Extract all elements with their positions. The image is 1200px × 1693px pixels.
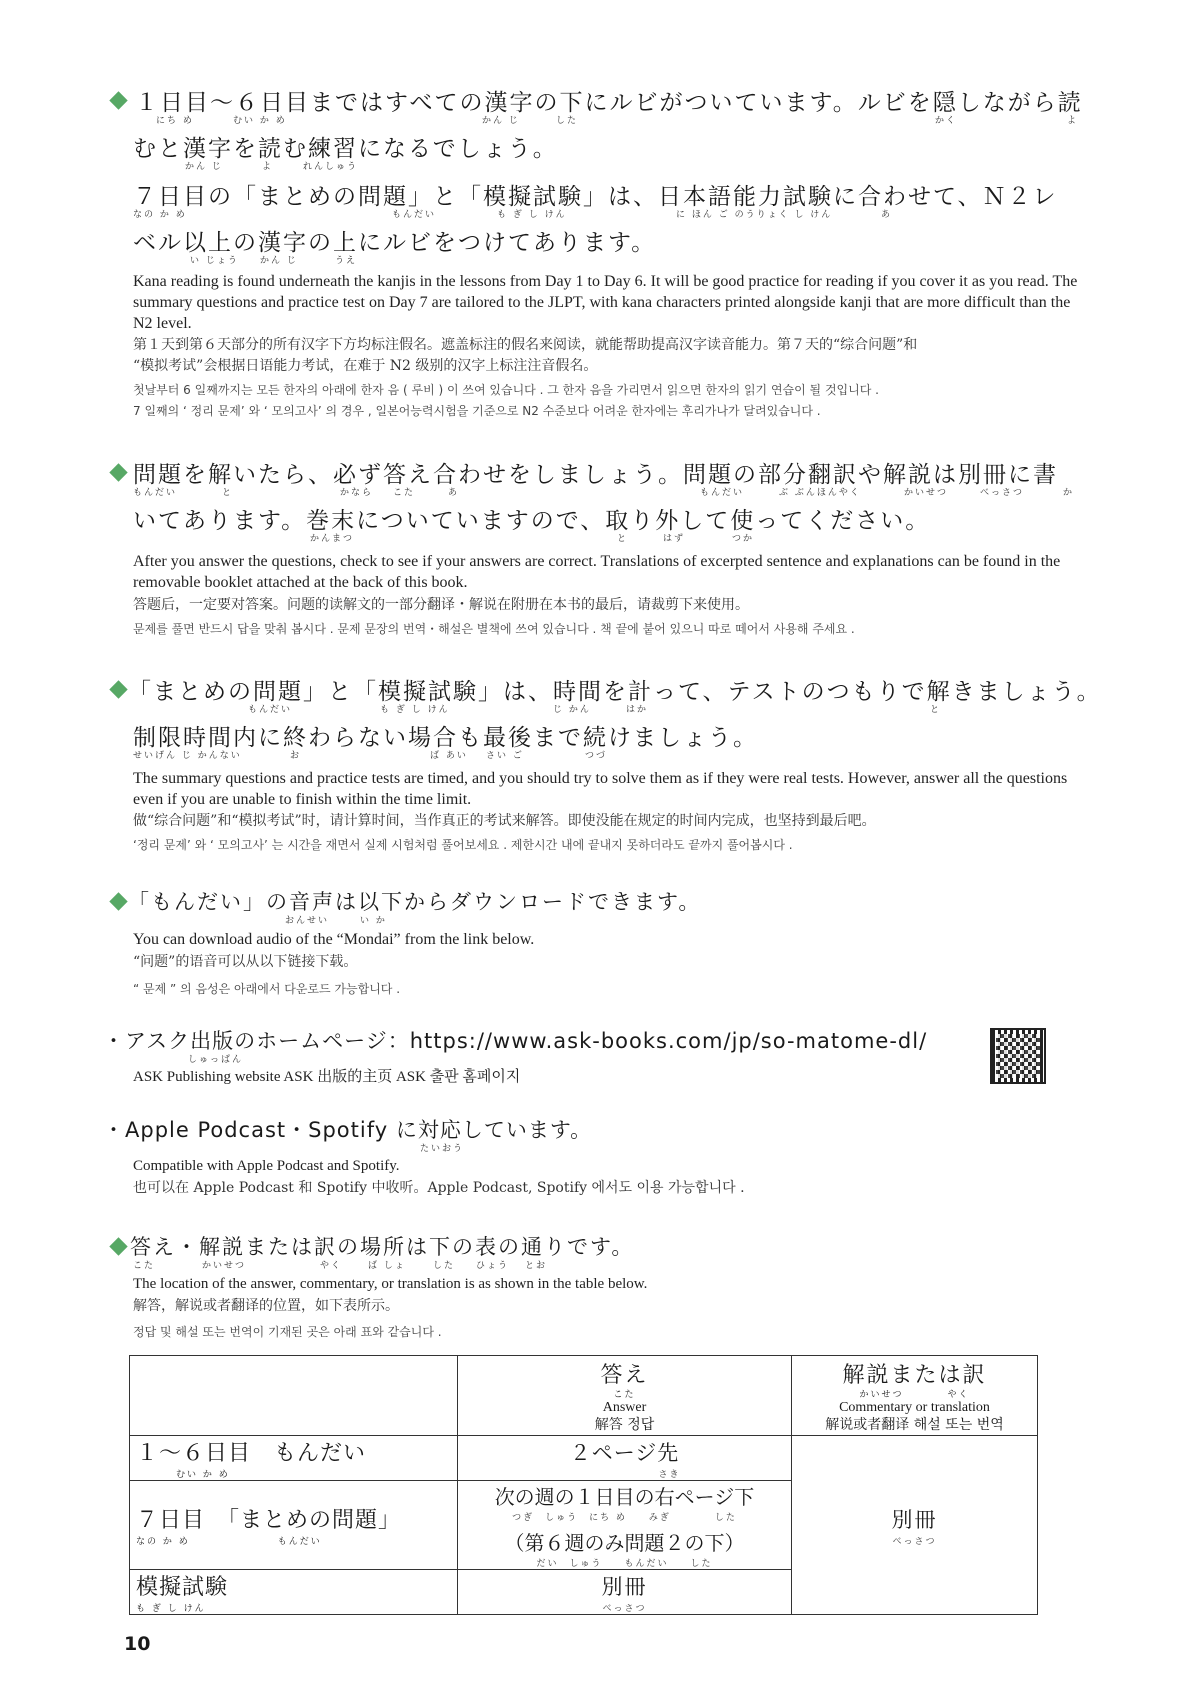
furigana: こた [613,1389,636,1400]
row-label-text: ７日目 「まとめの問題」 [136,1508,402,1533]
row2-answer [458,1481,792,1570]
ruby-line-4: ベル以上の漢字の上にルビをつけてあります。 [133,230,657,256]
row-label-text: １～６日目 もんだい [136,1441,367,1466]
furigana: い か [360,916,387,926]
furigana: じ かん [553,705,591,715]
location-line-1: 答え・解説または訳の場所は下の表の通りです。 [130,1235,635,1259]
furigana: れんしゅう [303,162,359,172]
diamond-bullet-icon [109,463,127,481]
ruby-chinese-2: “模拟考试”会根据日语能力考试，在难于 N2 级别的汉字上标注注音假名。 [133,358,598,374]
furigana: かんまつ [310,534,355,544]
furigana: うえ [335,256,358,266]
row-label-text: 模擬試験 [136,1575,229,1600]
furigana: むい か め [233,116,287,126]
furigana: とお [525,1261,548,1271]
furigana: せいげん じ かんない [133,751,242,761]
furigana: べっさつ [980,488,1025,498]
furigana: しゅっぱん [188,1055,244,1065]
row3-answer [458,1570,792,1615]
row-label-day1-6 [130,1436,458,1481]
furigana: かく [935,116,958,126]
header-answer-en: Answer [602,1399,647,1415]
ruby-chinese-1: 第１天到第６天部分的所有汉字下方均标注假名。遮盖标注的假名来阅读，就能帮助提高汉字读音能力。第７天的“综合问题”和 [133,337,918,353]
furigana: と [617,534,629,544]
furigana: ぶ ぶんほんやく [779,488,861,498]
furigana: か [1063,488,1075,498]
location-chinese: 解答，解说或者翻译的位置，如下表所示。 [133,1298,399,1314]
podcast-english: Compatible with Apple Podcast and Spotify. [133,1158,400,1174]
furigana: お [290,751,302,761]
answers-line-2: いてあります。巻末についていますので、取り外して使ってください。 [133,508,931,534]
answers-english: After you answer the questions, check to see if your answers are correct. Translations of excerpted sentence and explanations can be found in the removable booklet attached at the back of this book. [133,553,1061,591]
furigana: かん じ [185,162,223,172]
diamond-bullet-icon [109,680,127,698]
furigana: かん じ [260,256,298,266]
furigana: べっさつ [892,1536,937,1547]
location-table [129,1355,1038,1615]
page-number: 10 [124,1633,151,1655]
timed-english: The summary questions and practice tests are timed, and you should try to solve them as if they were real tests. However, answer all the questions even if you are unable to finish within the time limit. [133,770,1068,808]
furigana: むい か め [176,1470,230,1480]
row2-answer-line1: 次の週の１日目の右ページ下 [494,1485,755,1509]
furigana: かなら [340,488,374,498]
audio-line-1: 「もんだい」の音声は以下からダウンロードできます。 [128,890,702,914]
furigana: さき [658,1469,681,1480]
furigana: あ [448,488,460,498]
furigana: した [433,1261,456,1271]
row2-answer-line2: （第６週のみ問題２の下） [504,1531,745,1555]
audio-chinese: “问题”的语音可以从以下链接下载。 [133,954,358,970]
timed-korean: ‘정리 문제’ 와 ‘ 모의고사’ 는 시간을 재면서 실제 시험처럼 풀어보세요 . 제한시간 내에 끝내지 못하더라도 끝까지 풀어봅시다 . [133,838,793,852]
furigana: つか [732,534,755,544]
answers-korean: 문제를 풀면 반드시 답을 맞춰 봅시다 . 문제 문장의 번역・해설은 별책에 쓰여 있습니다 . 책 끝에 붙어 있으니 따로 떼어서 사용해 주세요 . [133,622,855,636]
furigana: こた [393,488,416,498]
header-commentary-en: Commentary or translation [839,1399,990,1415]
furigana: おんせい [285,916,330,926]
furigana: と [222,488,234,498]
row1-answer [458,1436,792,1481]
timed-line-2: 制限時間内に終わらない場合も最後まで続けましょう。 [133,725,758,751]
audio-english: You can download audio of the “Mondai” from the link below. [133,931,535,948]
furigana: はず [663,534,686,544]
furigana: あ [881,210,893,220]
furigana: も ぎ し けん [497,210,567,220]
furigana: こた [133,1261,156,1271]
ruby-line-1: １日目～６日目まではすべての漢字の下にルビがついています。ルビを隠しながら読 [135,90,1083,116]
furigana: も ぎ し けん [136,1604,206,1614]
furigana: はか [626,705,649,715]
qr-code-icon[interactable] [990,1028,1046,1084]
ruby-korean-2: 7 일째의 ‘ 정리 문제’ 와 ‘ 모의고사’ 의 경우 , 일본어능력시험을 기준으로 N2 수준보다 어려운 한자에는 후리가나가 달려있습니다 . [133,404,821,418]
furigana: かいせつ やく [859,1389,970,1400]
furigana: よ [262,162,274,172]
furigana: もんだい [392,210,437,220]
furigana: なの か め もんだい [136,1537,322,1547]
furigana: もんだい [133,488,178,498]
furigana: つづ [585,751,608,761]
row3-answer-text: 別冊 [601,1574,648,1599]
diamond-bullet-icon [109,892,127,910]
furigana: かいせつ [202,1261,247,1271]
location-korean: 정답 및 해설 또는 번역이 기재된 곳은 아래 표와 같습니다 . [133,1325,442,1339]
furigana: たいおう [420,1144,465,1154]
furigana: やく [320,1261,343,1271]
answers-line-1: 問題を解いたら、必ず答え合わせをしましょう。問題の部分翻訳や解説は別冊に書 [133,462,1058,488]
furigana: もんだい [248,705,293,715]
table-corner-cell [130,1356,458,1436]
furigana: べっさつ [602,1603,647,1614]
website-line: ・アスク出版のホームページ：https://www.ask-books.com/jp/so-matome-dl/ [103,1029,928,1053]
ruby-english: Kana reading is found underneath the kanjis in the lessons from Day 1 to Day 6. It will be good practice for reading if you cover it as you read. The summary questions and practice test on Day 7 are tailored to the JLPT, with kana characters printed alongside kanji that are more difficult than the N2 level. [133,273,1078,332]
header-commentary-cn: 解说或者翻译 해설 또는 번역 [825,1416,1004,1433]
furigana: かん じ [482,116,520,126]
furigana: さい ご [486,751,524,761]
furigana: にち め [156,116,194,126]
furigana: よ [1067,116,1079,126]
furigana: ば しょ [368,1261,406,1271]
location-english: The location of the answer, commentary, or translation is as shown in the table below. [133,1276,648,1292]
commentary-merged-cell [792,1436,1038,1615]
furigana: に ほん ご のうりょく し けん [676,210,833,220]
header-commentary-title: 解説または訳 [842,1362,987,1388]
furigana: ひょう [476,1261,510,1271]
commentary-merged-text: 別冊 [891,1507,938,1532]
podcast-line: ・Apple Podcast・Spotify に対応しています。 [103,1118,593,1142]
furigana: かいせつ [904,488,949,498]
website-sub: ASK Publishing website ASK 出版的主页 ASK 출판 홈페이지 [133,1069,521,1085]
furigana: なの か め [133,210,187,220]
furigana: も ぎ し けん [380,705,450,715]
furigana: した [556,116,579,126]
header-answer [458,1356,792,1436]
ruby-korean-1: 첫날부터 6 일째까지는 모든 한자의 아래에 한자 음 ( 루비 ) 이 쓰여 있습니다 . 그 한자 음을 가리면서 읽으면 한자의 읽기 연습이 될 것입니다 . [133,383,879,397]
furigana: と [930,705,942,715]
ruby-line-3: ７日目の「まとめの問題」と「模擬試験」は、日本語能力試験に合わせて、Ｎ２レ [133,184,1058,210]
furigana: つぎ しゅう にち め みぎ した [512,1513,737,1523]
answers-chinese: 答题后，一定要对答案。问题的读解文的一部分翻译・解说在附册在本书的最后，请裁剪下来使用。 [133,597,749,613]
ruby-line-2: むと漢字を読む練習になるでしょう。 [133,136,558,162]
row-label-mock-test [130,1570,458,1615]
row1-answer-text: ２ページ先 [569,1440,680,1465]
header-answer-cn: 解答 정답 [594,1416,655,1433]
furigana: だい しゅう もんだい した [536,1559,713,1569]
timed-chinese: 做“综合问题”和“模拟考试”时，请计算时间，当作真正的考试来解答。即使没能在规定的时间内完成，也坚持到最后吧。 [133,813,876,829]
audio-korean: “ 문제 ” 의 음성은 아래에서 다운로드 가능합니다 . [133,982,401,996]
diamond-bullet-icon [109,1237,127,1255]
podcast-chinese: 也可以在 Apple Podcast 和 Spotify 中收听。Apple Podcast, Spotify 에서도 이용 가능합니다 . [133,1180,745,1196]
row-label-day7 [130,1481,458,1570]
furigana: もんだい [700,488,745,498]
timed-line-1: 「まとめの問題」と「模擬試験」は、時間を計って、テストのつもりで解きましょう。 [128,679,1102,705]
header-commentary [792,1356,1038,1436]
header-answer-title: 答え [600,1362,649,1388]
diamond-bullet-icon [109,91,127,109]
furigana: ば あい [430,751,468,761]
furigana: い じょう [190,256,239,266]
